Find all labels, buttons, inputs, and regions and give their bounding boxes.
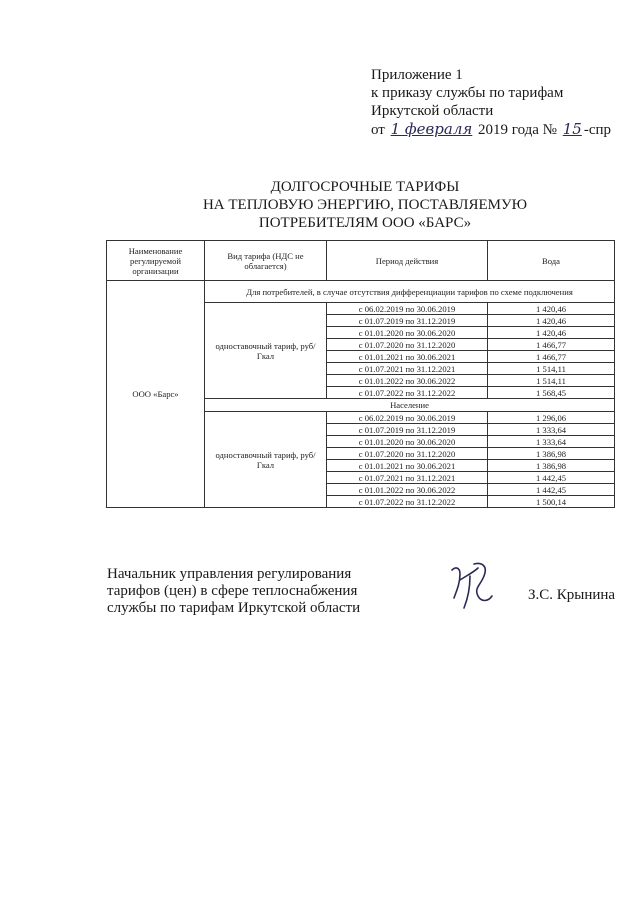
period-cell: с 01.07.2022 по 31.12.2022: [327, 387, 488, 399]
signatory-name: З.С. Крынина: [528, 587, 616, 603]
period-cell: с 01.01.2020 по 30.06.2020: [327, 327, 488, 339]
handwritten-order-number: 15: [562, 120, 582, 138]
header-period: Период действия: [327, 241, 488, 281]
period-cell: с 01.07.2021 по 31.12.2021: [327, 363, 488, 375]
period-cell: с 01.07.2022 по 31.12.2022: [327, 496, 488, 508]
tariff-type-cell: одноставочный тариф, руб/Гкал: [205, 303, 327, 399]
period-cell: с 01.07.2020 по 31.12.2020: [327, 339, 488, 351]
table-header-row: [107, 241, 615, 281]
period-cell: с 01.07.2020 по 31.12.2020: [327, 448, 488, 460]
period-cell: с 01.01.2021 по 30.06.2021: [327, 351, 488, 363]
header-org: Наименование регулируемой организации: [107, 241, 205, 281]
period-cell: с 01.07.2021 по 31.12.2021: [327, 472, 488, 484]
value-cell: 1 500,14: [488, 496, 615, 508]
handwritten-date: 1 февраля: [390, 120, 473, 138]
period-cell: с 01.01.2021 по 30.06.2021: [327, 460, 488, 472]
title-line2: НА ТЕПЛОВУЮ ЭНЕРГИЮ, ПОСТАВЛЯЕМУЮ: [202, 197, 528, 213]
value-cell: 1 333,64: [488, 436, 615, 448]
value-cell: 1 296,06: [488, 412, 615, 424]
handwritten-signature: [448, 558, 498, 612]
appendix-suffix: -спр: [583, 122, 612, 138]
title-line3: ПОТРЕБИТЕЛЯМ ООО «БАРС»: [258, 215, 472, 231]
value-cell: 1 466,77: [488, 351, 615, 363]
period-cell: с 01.01.2022 по 30.06.2022: [327, 484, 488, 496]
document-title: [150, 178, 580, 232]
value-cell: 1 386,98: [488, 460, 615, 472]
value-cell: 1 514,11: [488, 363, 615, 375]
value-cell: 1 568,45: [488, 387, 615, 399]
tariff-type-cell: одноставочный тариф, руб/Гкал: [205, 412, 327, 508]
period-cell: с 06.02.2019 по 30.06.2019: [327, 303, 488, 315]
signatory-position: [107, 566, 360, 617]
period-cell: с 01.01.2020 по 30.06.2020: [327, 436, 488, 448]
appendix-line1: Приложение 1: [371, 67, 463, 83]
value-cell: 1 420,46: [488, 303, 615, 315]
group-label-row: [107, 281, 615, 303]
title-line1: ДОЛГОСРОЧНЫЕ ТАРИФЫ: [270, 179, 460, 195]
appendix-line2: к приказу службы по тарифам: [371, 85, 564, 101]
value-cell: 1 442,45: [488, 472, 615, 484]
header-water: Вода: [488, 241, 615, 281]
tariff-table: [106, 240, 615, 508]
period-cell: с 01.07.2019 по 31.12.2019: [327, 315, 488, 327]
appendix-line3: Иркутской области: [371, 103, 494, 119]
signature-stroke: [452, 564, 492, 609]
position-line2: тарифов (цен) в сфере теплоснабжения: [107, 583, 358, 599]
value-cell: 1 333,64: [488, 424, 615, 436]
appendix-prefix: от: [371, 122, 385, 138]
appendix-header: [371, 66, 611, 139]
group-label: Население: [205, 399, 615, 412]
value-cell: 1 420,46: [488, 315, 615, 327]
organization-cell: ООО «Барс»: [107, 281, 205, 508]
value-cell: 1 466,77: [488, 339, 615, 351]
value-cell: 1 420,46: [488, 327, 615, 339]
value-cell: 1 442,45: [488, 484, 615, 496]
position-line3: службы по тарифам Иркутской области: [107, 600, 361, 616]
position-line1: Начальник управления регулирования: [107, 566, 352, 582]
appendix-order-line: [371, 120, 611, 139]
period-cell: с 01.01.2022 по 30.06.2022: [327, 375, 488, 387]
group-label: Для потребителей, в случае отсутствия дифференциации тарифов по схеме подключения: [205, 281, 615, 303]
period-cell: с 06.02.2019 по 30.06.2019: [327, 412, 488, 424]
header-tariff-type: Вид тарифа (НДС не облагается): [205, 241, 327, 281]
value-cell: 1 386,98: [488, 448, 615, 460]
value-cell: 1 514,11: [488, 375, 615, 387]
period-cell: с 01.07.2019 по 31.12.2019: [327, 424, 488, 436]
appendix-year: 2019 года №: [478, 122, 557, 138]
